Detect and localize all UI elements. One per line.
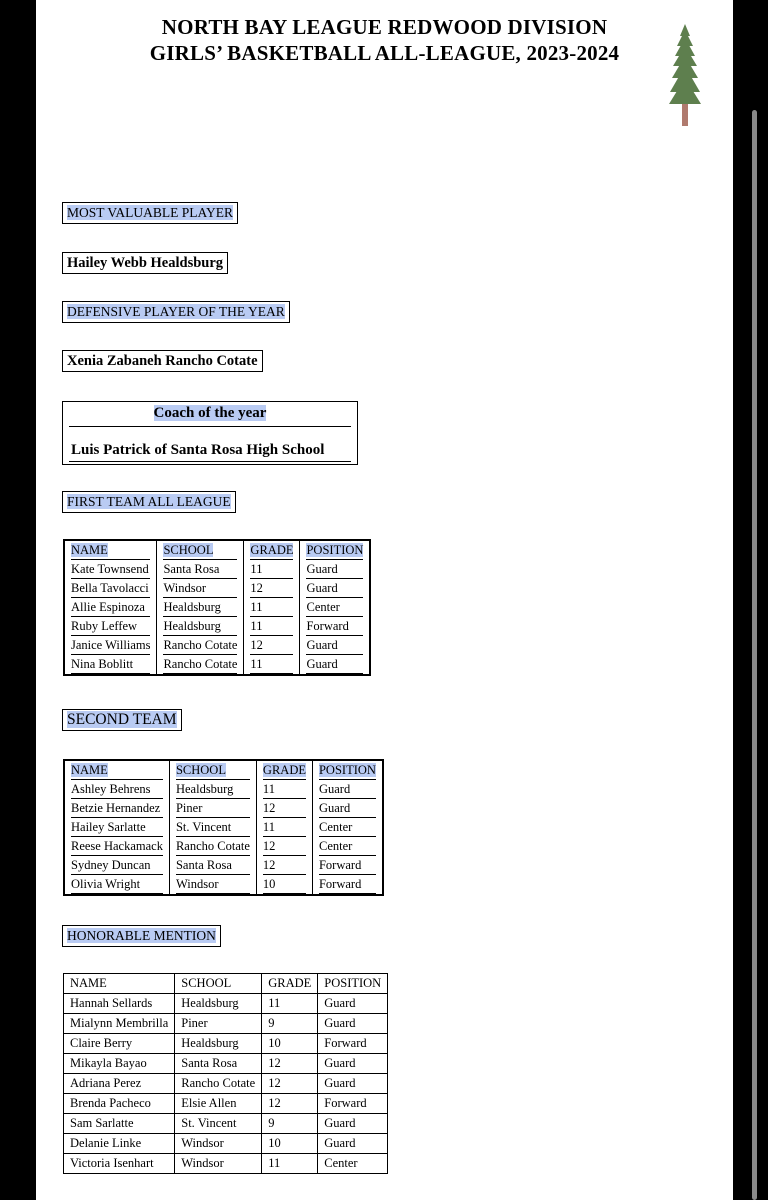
table-row (64, 837, 383, 856)
cell-grade: 9 (262, 1114, 318, 1134)
cell-grade: 12 (256, 856, 312, 875)
table-row (64, 1014, 388, 1034)
cell-grade: 12 (244, 579, 300, 598)
cell-name: Mialynn Membrilla (64, 1014, 175, 1034)
table-row (64, 799, 383, 818)
title-line-1: NORTH BAY LEAGUE REDWOOD DIVISION (161, 15, 608, 39)
cell-school: St. Vincent (169, 818, 256, 837)
table-row (64, 818, 383, 837)
cell-name: Delanie Linke (64, 1134, 175, 1154)
header-school: SCHOOL (175, 974, 262, 994)
cell-position: Center (312, 837, 382, 856)
cell-school: Healdsburg (175, 994, 262, 1014)
second-team-table (63, 759, 384, 896)
scrollbar[interactable] (752, 110, 757, 1200)
cell-position: Guard (312, 780, 382, 799)
table-row (64, 856, 383, 875)
cell-position: Guard (318, 994, 388, 1014)
cell-name: Janice Williams (64, 636, 157, 655)
cell-school: Elsie Allen (175, 1094, 262, 1114)
honorable-mention-label: HONORABLE MENTION (62, 925, 221, 947)
cell-school: Rancho Cotate (175, 1074, 262, 1094)
cell-position: Guard (300, 636, 370, 655)
cell-position: Forward (312, 875, 382, 895)
cell-school: Santa Rosa (175, 1054, 262, 1074)
cell-position: Guard (300, 579, 370, 598)
cell-grade: 10 (262, 1034, 318, 1054)
dpoy-value: Xenia Zabaneh Rancho Cotate (62, 350, 263, 372)
cell-grade: 11 (256, 780, 312, 799)
cell-position: Guard (318, 1014, 388, 1034)
cell-name: Brenda Pacheco (64, 1094, 175, 1114)
cell-name: Hannah Sellards (64, 994, 175, 1014)
cell-grade: 10 (256, 875, 312, 895)
cell-position: Forward (312, 856, 382, 875)
cell-school: Santa Rosa (169, 856, 256, 875)
cell-name: Ruby Leffew (64, 617, 157, 636)
cell-school: Piner (175, 1014, 262, 1034)
cell-grade: 11 (244, 598, 300, 617)
cell-name: Ashley Behrens (64, 780, 169, 799)
cell-name: Betzie Hernandez (64, 799, 169, 818)
cell-grade: 12 (262, 1074, 318, 1094)
cell-grade: 9 (262, 1014, 318, 1034)
first-team-table (63, 539, 371, 676)
header-school: SCHOOL (157, 540, 244, 560)
cell-school: St. Vincent (175, 1114, 262, 1134)
cell-grade: 11 (262, 994, 318, 1014)
table-row (64, 875, 383, 895)
table-header-row (64, 974, 388, 994)
cell-position: Guard (300, 655, 370, 675)
redwood-tree-icon (668, 22, 702, 128)
table-row (64, 1054, 388, 1074)
table-row (64, 1154, 388, 1174)
coach-of-the-year-box (62, 401, 358, 465)
cell-school: Rancho Cotate (157, 636, 244, 655)
cell-grade: 12 (262, 1054, 318, 1074)
table-header-row (64, 540, 370, 560)
table-row (64, 1074, 388, 1094)
cell-position: Center (300, 598, 370, 617)
cell-name: Olivia Wright (64, 875, 169, 895)
honorable-mention-table (63, 973, 388, 1174)
first-team-label: FIRST TEAM ALL LEAGUE (62, 491, 236, 513)
table-row (64, 560, 370, 579)
cell-position: Guard (300, 560, 370, 579)
header-position: POSITION (300, 540, 370, 560)
cell-position: Center (318, 1154, 388, 1174)
cell-school: Rancho Cotate (169, 837, 256, 856)
cell-position: Guard (312, 799, 382, 818)
cell-grade: 10 (262, 1134, 318, 1154)
header-grade: GRADE (262, 974, 318, 994)
cell-school: Windsor (175, 1154, 262, 1174)
cell-name: Adriana Perez (64, 1074, 175, 1094)
cell-position: Center (312, 818, 382, 837)
cell-position: Guard (318, 1114, 388, 1134)
cell-grade: 11 (244, 617, 300, 636)
cell-grade: 11 (244, 655, 300, 675)
cell-school: Windsor (169, 875, 256, 895)
header-grade: GRADE (244, 540, 300, 560)
table-row (64, 579, 370, 598)
table-row (64, 655, 370, 675)
cell-name: Victoria Isenhart (64, 1154, 175, 1174)
table-row (64, 1134, 388, 1154)
cell-school: Piner (169, 799, 256, 818)
cell-grade: 12 (256, 837, 312, 856)
cell-grade: 11 (244, 560, 300, 579)
cell-school: Healdsburg (157, 617, 244, 636)
cell-school: Windsor (175, 1134, 262, 1154)
table-row (64, 994, 388, 1014)
mvp-label: MOST VALUABLE PLAYER (62, 202, 238, 224)
cell-position: Forward (318, 1094, 388, 1114)
page-title (36, 14, 733, 66)
document-page (36, 0, 733, 1200)
cell-name: Mikayla Bayao (64, 1054, 175, 1074)
table-row (64, 1114, 388, 1134)
dpoy-label: DEFENSIVE PLAYER OF THE YEAR (62, 301, 290, 323)
header-position: POSITION (318, 974, 388, 994)
cell-school: Healdsburg (169, 780, 256, 799)
cell-grade: 11 (256, 818, 312, 837)
cell-school: Rancho Cotate (157, 655, 244, 675)
cell-school: Healdsburg (157, 598, 244, 617)
cell-position: Forward (318, 1034, 388, 1054)
coach-value: Luis Patrick of Santa Rosa High School (71, 442, 325, 458)
cell-name: Bella Tavolacci (64, 579, 157, 598)
cell-school: Santa Rosa (157, 560, 244, 579)
cell-name: Claire Berry (64, 1034, 175, 1054)
header-name: NAME (64, 760, 169, 780)
table-row (64, 1034, 388, 1054)
cell-name: Reese Hackamack (64, 837, 169, 856)
coach-label: Coach of the year (153, 405, 267, 421)
cell-name: Sam Sarlatte (64, 1114, 175, 1134)
title-line-2: GIRLS’ BASKETBALL ALL-LEAGUE, 2023-2024 (149, 41, 620, 65)
cell-school: Windsor (157, 579, 244, 598)
table-row (64, 598, 370, 617)
cell-position: Guard (318, 1054, 388, 1074)
cell-name: Allie Espinoza (64, 598, 157, 617)
header-name: NAME (64, 540, 157, 560)
header-name: NAME (64, 974, 175, 994)
second-team-label: SECOND TEAM (62, 709, 182, 731)
cell-position: Guard (318, 1134, 388, 1154)
cell-school: Healdsburg (175, 1034, 262, 1054)
cell-position: Forward (300, 617, 370, 636)
table-row (64, 1094, 388, 1114)
header-position: POSITION (312, 760, 382, 780)
cell-grade: 11 (262, 1154, 318, 1174)
table-row (64, 636, 370, 655)
cell-grade: 12 (262, 1094, 318, 1114)
cell-grade: 12 (256, 799, 312, 818)
header-school: SCHOOL (169, 760, 256, 780)
cell-name: Hailey Sarlatte (64, 818, 169, 837)
table-header-row (64, 760, 383, 780)
cell-grade: 12 (244, 636, 300, 655)
header-grade: GRADE (256, 760, 312, 780)
cell-name: Sydney Duncan (64, 856, 169, 875)
cell-name: Nina Boblitt (64, 655, 157, 675)
mvp-value: Hailey Webb Healdsburg (62, 252, 228, 274)
table-row (64, 617, 370, 636)
cell-position: Guard (318, 1074, 388, 1094)
cell-name: Kate Townsend (64, 560, 157, 579)
table-row (64, 780, 383, 799)
